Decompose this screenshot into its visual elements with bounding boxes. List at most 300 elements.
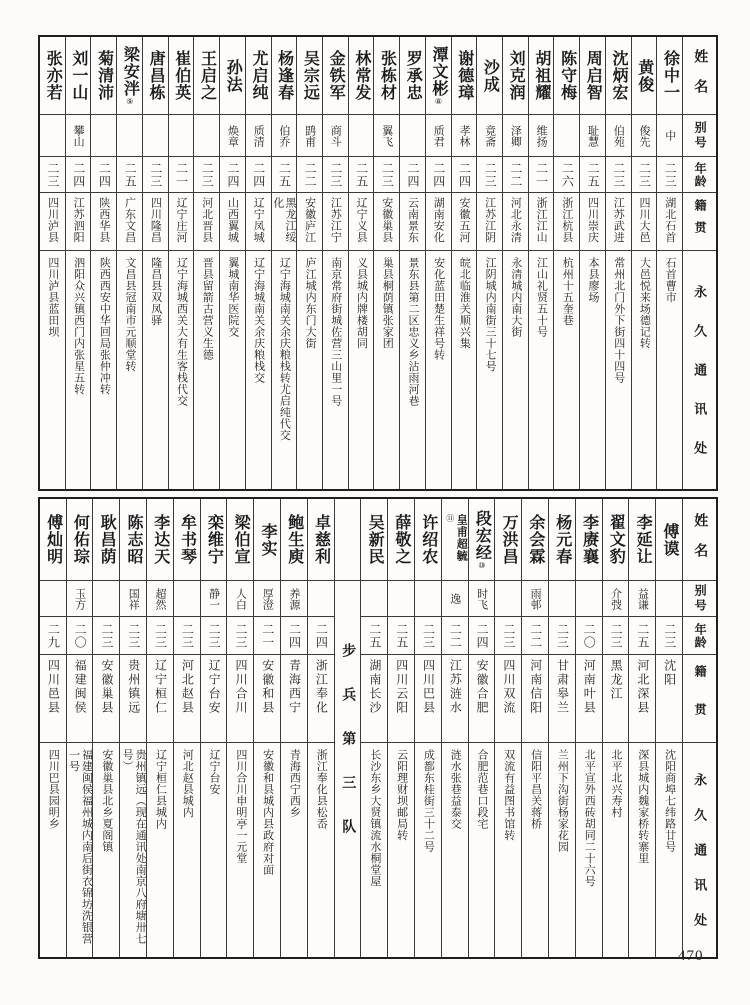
person-name: 李延让 <box>629 499 655 581</box>
person-address: 北平宣外西砖胡同二十六号 <box>583 749 596 887</box>
person-age: 二三 <box>657 157 682 193</box>
person-native: 安徽巢县 <box>93 655 119 743</box>
person-name: 张栋材 <box>374 37 399 115</box>
person-alias: 伯苑 <box>606 115 631 157</box>
person-column <box>271 37 297 489</box>
person-age: 二四 <box>246 157 271 193</box>
person-column <box>40 499 66 957</box>
person-name: 王启之 <box>194 37 219 115</box>
person-name: 罗承忠 <box>400 37 425 115</box>
person-column <box>521 499 548 957</box>
person-age: 二三 <box>40 157 65 193</box>
person-native: 青海西宁 <box>281 655 307 743</box>
person-address: 辽宁台安 <box>208 749 221 795</box>
person-alias: 焕章 <box>220 115 245 157</box>
person-address: 四川泸县蓝田坝 <box>46 257 59 338</box>
person-address: 江阴城内南街三十七号 <box>484 257 497 372</box>
person-column <box>116 37 142 489</box>
person-name: 李达天 <box>147 499 173 581</box>
person-age: 二三 <box>143 157 168 193</box>
person-column <box>90 37 116 489</box>
person-age: 二三 <box>603 617 629 655</box>
person-name: 唐昌栋 <box>143 37 168 115</box>
person-name: 李实 <box>254 499 280 581</box>
roster-table-bottom <box>38 497 718 959</box>
person-column <box>219 37 245 489</box>
person-alias <box>143 115 168 157</box>
person-column <box>575 499 602 957</box>
person-name: 栾维宁 <box>201 499 227 581</box>
person-alias <box>400 115 425 157</box>
person-alias <box>308 581 334 617</box>
person-native: 四川云阳 <box>388 655 414 743</box>
person-native: 浙江奉化 <box>308 655 334 743</box>
person-age: 二三 <box>147 617 173 655</box>
person-address: 辽宁海城南关余庆粮栈转尤启纯代交 <box>278 257 291 441</box>
person-address: 深县城内魏家桥转寨里 <box>636 749 649 864</box>
person-address: 四川合川申明亭一元堂 <box>234 749 247 864</box>
person-native: 四川邑县 <box>40 655 66 743</box>
person-alias <box>388 581 414 617</box>
person-address: 庐江城内东门大街 <box>304 257 317 349</box>
person-native: 贵州镇远 <box>120 655 146 743</box>
person-age: 二三 <box>194 157 219 193</box>
person-address: 双流有益图书馆转 <box>502 749 515 841</box>
person-age: 二四 <box>400 157 425 193</box>
divider-empty-name <box>335 499 361 581</box>
person-alias: 益谦 <box>629 581 655 617</box>
label-name: 姓名 <box>683 37 716 115</box>
person-name: 刘克润 <box>503 37 528 115</box>
person-column <box>119 499 146 957</box>
person-name: 卓慈利 <box>308 499 334 581</box>
person-native: 辽宁庄河 <box>169 193 194 251</box>
person-age: 二四 <box>220 157 245 193</box>
person-alias: 孝林 <box>452 115 477 157</box>
person-native: 黑龙江绥化 <box>272 193 297 251</box>
person-name: 牟书琴 <box>174 499 200 581</box>
person-name: 林常发 <box>349 37 374 115</box>
person-age: 二九 <box>40 617 66 655</box>
person-alias <box>40 115 65 157</box>
person-age: 二三 <box>632 157 657 193</box>
person-native: 黑龙江 <box>603 655 629 743</box>
person-alias: 国祥 <box>120 581 146 617</box>
person-address: 隆昌县双凤驿 <box>149 257 162 326</box>
person-native: 浙江江山 <box>529 193 554 251</box>
person-native: 安徽和县 <box>254 655 280 743</box>
person-alias: 养源 <box>281 581 307 617</box>
person-name: 黄俊 <box>632 37 657 115</box>
person-name: 吴宗远 <box>297 37 322 115</box>
person-column <box>579 37 605 489</box>
person-age: 二四 <box>452 157 477 193</box>
person-age: 二五 <box>580 157 605 193</box>
section-divider-column <box>334 499 361 957</box>
person-column <box>655 499 682 957</box>
person-age: 二五 <box>388 617 414 655</box>
person-column <box>40 37 65 489</box>
person-native: 山西翼城 <box>220 193 245 251</box>
person-age: 二四 <box>91 157 116 193</box>
person-age: 二三 <box>174 617 200 655</box>
person-alias <box>495 581 521 617</box>
person-alias: 玉方 <box>67 581 93 617</box>
person-age: 二四 <box>308 617 334 655</box>
label-native: 籍贯 <box>683 655 716 743</box>
person-alias <box>576 581 602 617</box>
person-alias: 翼飞 <box>374 115 399 157</box>
person-name: 沙成 <box>477 37 502 115</box>
person-address: 大邑悦来场德记转 <box>638 257 651 349</box>
person-age: 二二 <box>297 157 322 193</box>
person-column <box>146 499 173 957</box>
person-alias <box>361 581 387 617</box>
person-address: 贵州镇远（现在通讯处南京八府塘卅七号） <box>121 749 147 945</box>
person-native: 河北赵县 <box>174 655 200 743</box>
person-native: 辽宁凤城 <box>246 193 271 251</box>
person-age: 二五 <box>361 617 387 655</box>
person-address: 安徽巢县北乡夏阁镇 <box>100 749 113 853</box>
person-address: 辽宁海城西关大有生客栈代交 <box>175 257 188 407</box>
person-age: 二〇 <box>576 617 602 655</box>
person-age: 二三 <box>374 157 399 193</box>
person-native: 江苏武进 <box>606 193 631 251</box>
person-alias: 竟斋 <box>477 115 502 157</box>
person-alias: 维扬 <box>529 115 554 157</box>
person-column <box>476 37 502 489</box>
person-address: 福建闽侯福州城内南后街衣锦坊洗银营一号 <box>67 749 93 945</box>
person-native: 河北晋县 <box>194 193 219 251</box>
person-age: 二三 <box>323 157 348 193</box>
person-address: 翼城南华医院交 <box>226 257 239 338</box>
person-name: 吴新民 <box>361 499 387 581</box>
person-address: 浙江奉化县松岙 <box>315 749 328 830</box>
label-age: 年龄 <box>683 617 716 655</box>
person-age: 二四 <box>426 157 451 193</box>
person-address: 永清城内南大街 <box>509 257 522 338</box>
person-alias: 商斗 <box>323 115 348 157</box>
person-column <box>307 499 334 957</box>
person-column <box>631 37 657 489</box>
person-native: 四川双流 <box>495 655 521 743</box>
label-address: 永久通讯处 <box>692 773 708 948</box>
person-address: 皖北临淮关顺兴集 <box>458 257 471 349</box>
person-age: 二一 <box>529 157 554 193</box>
person-native: 陕西华县 <box>91 193 116 251</box>
person-column <box>373 37 399 489</box>
person-address: 江山礼贤五十号 <box>535 257 548 338</box>
person-age: 二三 <box>120 617 146 655</box>
person-age: 二一 <box>169 157 194 193</box>
person-column <box>502 37 528 489</box>
person-alias: 厚澄 <box>254 581 280 617</box>
person-native: 河南信阳 <box>522 655 548 743</box>
person-alias <box>40 581 66 617</box>
person-native: 河北深县 <box>629 655 655 743</box>
person-alias <box>656 581 682 617</box>
person-address: 涟水张巷益泰交 <box>449 749 462 830</box>
person-alias <box>174 581 200 617</box>
person-address: 本县廖场 <box>586 257 599 303</box>
person-address: 泗阳众兴镇西门内张星五转 <box>72 257 85 395</box>
person-alias: 质君 <box>426 115 451 157</box>
person-address: 安徽和县城内县政府对面 <box>261 749 274 876</box>
person-alias: 逸 <box>442 581 468 617</box>
person-address: 安化蓝田楚生祥号转 <box>432 257 445 361</box>
person-address: 云阳理财坝邮局转 <box>395 749 408 841</box>
person-name: 杨逢春 <box>272 37 297 115</box>
label-native: 籍贯 <box>683 193 716 251</box>
person-address: 文昌县冠南市元顺堂转 <box>124 257 137 372</box>
person-column <box>451 37 477 489</box>
person-column <box>528 37 554 489</box>
person-name: 孙法 <box>220 37 245 115</box>
person-name: 段宏经⑩ <box>469 499 495 581</box>
person-age: 二四 <box>281 617 307 655</box>
person-column <box>348 37 374 489</box>
person-native: 河北永清 <box>503 193 528 251</box>
person-native: 湖南安化 <box>426 193 451 251</box>
person-native: 江苏涟水 <box>442 655 468 743</box>
person-name: 何佑琮 <box>67 499 93 581</box>
person-age: 二四 <box>469 617 495 655</box>
person-address: 河北赵县城内 <box>181 749 194 818</box>
person-native: 江苏江宁 <box>323 193 348 251</box>
person-address: 辽宁海城南关余庆粮栈交 <box>252 257 265 384</box>
person-column <box>322 37 348 489</box>
label-alias: 别号 <box>683 581 716 617</box>
person-native: 安徽庐江 <box>297 193 322 251</box>
person-alias: 耻慧 <box>580 115 605 157</box>
person-native: 广东文昌 <box>117 193 142 251</box>
person-native: 江苏江阴 <box>477 193 502 251</box>
person-column <box>280 499 307 957</box>
label-address: 永久通讯处 <box>692 285 708 480</box>
person-alias: 时飞 <box>469 581 495 617</box>
person-native: 四川巴县 <box>415 655 441 743</box>
person-name: 耿昌荫 <box>93 499 119 581</box>
person-age: 二四 <box>66 157 91 193</box>
person-name: 菊清沛 <box>91 37 116 115</box>
person-address: 义县城内牌楼胡同 <box>355 257 368 349</box>
person-native: 辽宁义县 <box>349 193 374 251</box>
person-address: 北平北兴寿村 <box>609 749 622 818</box>
person-native: 四川隆昌 <box>143 193 168 251</box>
person-alias: 伯乔 <box>272 115 297 157</box>
person-native: 湖北石首 <box>657 193 682 251</box>
person-native: 安徽合肥 <box>469 655 495 743</box>
person-alias: 泽卿 <box>503 115 528 157</box>
person-column <box>296 37 322 489</box>
person-age: 二五 <box>349 157 374 193</box>
section-divider-title: 步兵第三队 <box>340 643 356 863</box>
person-address: 晋县留箭古营义生德 <box>201 257 214 361</box>
person-column <box>602 499 629 957</box>
person-column <box>92 499 119 957</box>
person-age: 二一 <box>254 617 280 655</box>
person-name: 鲍生庾 <box>281 499 307 581</box>
person-column <box>548 499 575 957</box>
person-age: 二三 <box>606 157 631 193</box>
person-alias: 鹍甫 <box>297 115 322 157</box>
person-alias <box>169 115 194 157</box>
person-alias <box>554 115 579 157</box>
person-name: 余会霖 <box>522 499 548 581</box>
person-name: 许绍农 <box>415 499 441 581</box>
person-name: 杨元春 <box>549 499 575 581</box>
person-column <box>253 499 280 957</box>
person-column <box>142 37 168 489</box>
person-age: 二三 <box>93 617 119 655</box>
person-address: 兰州下沟街杨家花园 <box>556 749 569 853</box>
label-alias: 别号 <box>683 115 716 157</box>
person-name: 梁伯宣 <box>227 499 253 581</box>
person-address: 长沙东乡大贤镇流水桐堂屋 <box>368 749 381 887</box>
person-column <box>360 499 387 957</box>
person-native: 辽宁桓仁 <box>147 655 173 743</box>
row-label-column <box>682 499 716 957</box>
person-age: 二五 <box>272 157 297 193</box>
person-address: 石首曹市 <box>664 257 677 303</box>
person-native: 江苏泗阳 <box>66 193 91 251</box>
person-native: 浙江杭县 <box>554 193 579 251</box>
person-name: 翟文豹 <box>603 499 629 581</box>
person-name: 傅灿明 <box>40 499 66 581</box>
person-name: 陈守梅 <box>554 37 579 115</box>
person-column <box>414 499 441 957</box>
person-name: 梁安泮⑨ <box>117 37 142 115</box>
person-column <box>553 37 579 489</box>
person-column <box>173 499 200 957</box>
person-name: 谢德璋 <box>452 37 477 115</box>
person-column <box>399 37 425 489</box>
page-number: 470 <box>678 948 704 964</box>
person-alias <box>549 581 575 617</box>
person-age: 二三 <box>549 617 575 655</box>
person-address: 杭州十五奎巷 <box>561 257 574 326</box>
person-address: 辽宁桓仁县城内 <box>154 749 167 830</box>
person-alias: 介弢 <box>603 581 629 617</box>
person-column <box>425 37 451 489</box>
person-column <box>200 499 227 957</box>
person-alias: 俊先 <box>632 115 657 157</box>
person-age: 二二 <box>442 617 468 655</box>
person-address: 巢县桐荫镇张家团 <box>381 257 394 349</box>
person-alias: 人白 <box>227 581 253 617</box>
person-age: 二〇 <box>67 617 93 655</box>
person-column <box>656 37 682 489</box>
person-age: 二三 <box>495 617 521 655</box>
person-alias <box>415 581 441 617</box>
person-native: 安徽五河 <box>452 193 477 251</box>
person-name: 皇甫超毓⑪ <box>442 499 468 581</box>
roster-table-top <box>38 35 718 491</box>
person-native: 湖南长沙 <box>361 655 387 743</box>
person-alias <box>349 115 374 157</box>
person-column <box>65 37 91 489</box>
person-name: 张亦若 <box>40 37 65 115</box>
person-age: 二二 <box>522 617 548 655</box>
person-native: 四川泸县 <box>40 193 65 251</box>
person-age: 二三 <box>656 617 682 655</box>
person-alias <box>91 115 116 157</box>
person-address: 沈阳商埠七纬路廿号 <box>663 749 676 853</box>
person-column <box>245 37 271 489</box>
person-age: 二三 <box>477 157 502 193</box>
person-age: 二五 <box>629 617 655 655</box>
person-alias: 攀山 <box>66 115 91 157</box>
person-native: 云南景东 <box>400 193 425 251</box>
person-column <box>441 499 468 957</box>
person-address: 四川巴县园明乡 <box>47 749 60 830</box>
person-age: 二三 <box>201 617 227 655</box>
person-alias: 中 <box>657 115 682 157</box>
person-address: 青海西宁西乡 <box>288 749 301 818</box>
person-age: 二三 <box>227 617 253 655</box>
person-age: 二三 <box>415 617 441 655</box>
person-native: 福建闽侯 <box>67 655 93 743</box>
person-address: 景东县第二区忠义乡沾雨河巷 <box>406 257 419 407</box>
person-address: 常州北门外下街四十四号 <box>612 257 625 384</box>
person-name: 徐中一 <box>657 37 682 115</box>
person-alias <box>93 581 119 617</box>
person-column <box>387 499 414 957</box>
person-column <box>66 499 93 957</box>
person-native: 沈阳 <box>656 655 682 743</box>
person-native: 辽宁台安 <box>201 655 227 743</box>
person-column <box>168 37 194 489</box>
person-name: 周启智 <box>580 37 605 115</box>
person-name: 陈志昭 <box>120 499 146 581</box>
person-address: 信阳平昌关蒋桥 <box>529 749 542 830</box>
person-name: 尤启纯 <box>246 37 271 115</box>
person-native: 河南叶县 <box>576 655 602 743</box>
person-address: 南京常府街城佐营三山里一号 <box>329 257 342 407</box>
person-column <box>494 499 521 957</box>
person-alias <box>117 115 142 157</box>
person-alias <box>194 115 219 157</box>
person-native: 安徽巢县 <box>374 193 399 251</box>
person-age: 二五 <box>117 157 142 193</box>
person-alias: 质清 <box>246 115 271 157</box>
person-name: 傅谟 <box>656 499 682 581</box>
person-age: 二六 <box>554 157 579 193</box>
person-name: 崔伯英 <box>169 37 194 115</box>
person-name: 金铁军 <box>323 37 348 115</box>
row-label-column <box>682 37 716 489</box>
label-name: 姓名 <box>683 499 716 581</box>
person-age: 二二 <box>503 157 528 193</box>
person-name: 李赓襄 <box>576 499 602 581</box>
person-alias: 雨邨 <box>522 581 548 617</box>
person-name: 胡祖耀 <box>529 37 554 115</box>
person-column <box>468 499 495 957</box>
person-alias: 静一 <box>201 581 227 617</box>
person-name: 沈炳宏 <box>606 37 631 115</box>
person-address: 陕西西安中华回局张仲冲转 <box>98 257 111 395</box>
person-name: 薛敬之 <box>388 499 414 581</box>
person-native: 四川大邑 <box>632 193 657 251</box>
person-column <box>628 499 655 957</box>
person-alias: 超然 <box>147 581 173 617</box>
person-address: 成都东桂街三十二号 <box>422 749 435 853</box>
person-native: 四川合川 <box>227 655 253 743</box>
label-age: 年龄 <box>683 157 716 193</box>
person-native: 四川崇庆 <box>580 193 605 251</box>
person-name: 潭文彬⑧ <box>426 37 451 115</box>
person-native: 甘肃皋兰 <box>549 655 575 743</box>
